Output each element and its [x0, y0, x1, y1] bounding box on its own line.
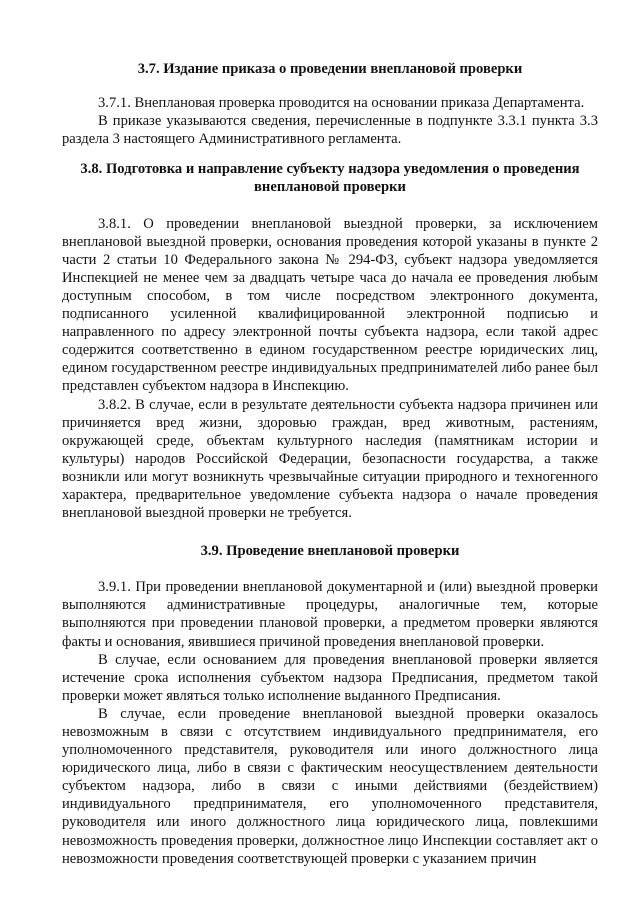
- section-3-7-heading: 3.7. Издание приказа о проведении внеплановой проверки: [137, 61, 523, 77]
- section-3-8-heading: 3.8. Подготовка и направление субъекту надзора уведомления о проведения внеплановой проверки: [80, 161, 580, 196]
- section-3-9-heading: 3.9. Проведение внеплановой проверки: [200, 543, 460, 560]
- paragraph-3-9-1: 3.9.1. При проведении внеплановой документарной и (или) выездной проверки выполняются административные процедуры, аналогичные тем, которые выполняются при проведении плановой проверки, а предметом проверки являются факты и основания, явившиеся причиной проведения внеплановой проверки.: [62, 579, 598, 650]
- paragraph-3-8-1: 3.8.1. О проведении внеплановой выездной проверки, за исключением внеплановой выездной проверки, основания проведения которой указаны в пункте 2 части 2 статьи 10 Федерального закона № 294-ФЗ, субъект надзора уведомляется Инспекцией не менее чем за двадцать четыре часа до начала ее проведения любым доступным способом, в том числе посредством электронного документа, подписанного усиленной квалифицированной электронной подписью и направленного по адресу электронной почты субъекта надзора, если такой адрес содержится соответственно в едином государственном реестре юридических лиц, едином государственном реестре индивидуальных предпринимателей либо ранее был представлен субъектом надзора в Инспекцию.: [62, 215, 598, 395]
- paragraph-3-9-deadline-case: В случае, если основанием для проведения внеплановой проверки является истечение срока исполнения субъектом надзора Предписания, предметом такой проверки может являться только исполнение выданного Предписания.: [62, 651, 598, 704]
- paragraph-3-7-order-details: В приказе указываются сведения, перечисленные в подпункте 3.3.1 пункта 3.3 раздела 3 настоящего Административного регламента.: [62, 113, 598, 148]
- paragraph-3-7-1: 3.7.1. Внеплановая проверка проводится на основании приказа Департамента.: [98, 95, 585, 112]
- paragraph-3-9-impossible-case: В случае, если проведение внеплановой выездной проверки оказалось невозможным в связи с отсутствием индивидуального предпринимателя, его уполномоченного представителя, руководителя или иного должностного лица юридического лица, либо в связи с фактическим неосуществлением деятельности субъектом надзора, либо в связи с иными действиями (бездействием) индивидуального предпринимателя, его уполномоченного представителя, руководителя или иного должностного лица юридического лица, повлекшими невозможность проведения проверки, должностное лицо Инспекции составляет акт о невозможности проведения соответствующей проверки с указанием причин: [62, 705, 598, 867]
- paragraph-3-8-2: 3.8.2. В случае, если в результате деятельности субъекта надзора причинен или причиняется вред жизни, здоровью граждан, вред животным, растениям, окружающей среде, объектам культурного наследия (памятникам истории и культуры) народов Российской Федерации, безопасности государства, а также возникли или могут возникнуть чрезвычайные ситуации природного и техногенного характера, предварительное уведомление субъекта надзора о начале проведения внеплановой выездной проверки не требуется.: [62, 396, 598, 522]
